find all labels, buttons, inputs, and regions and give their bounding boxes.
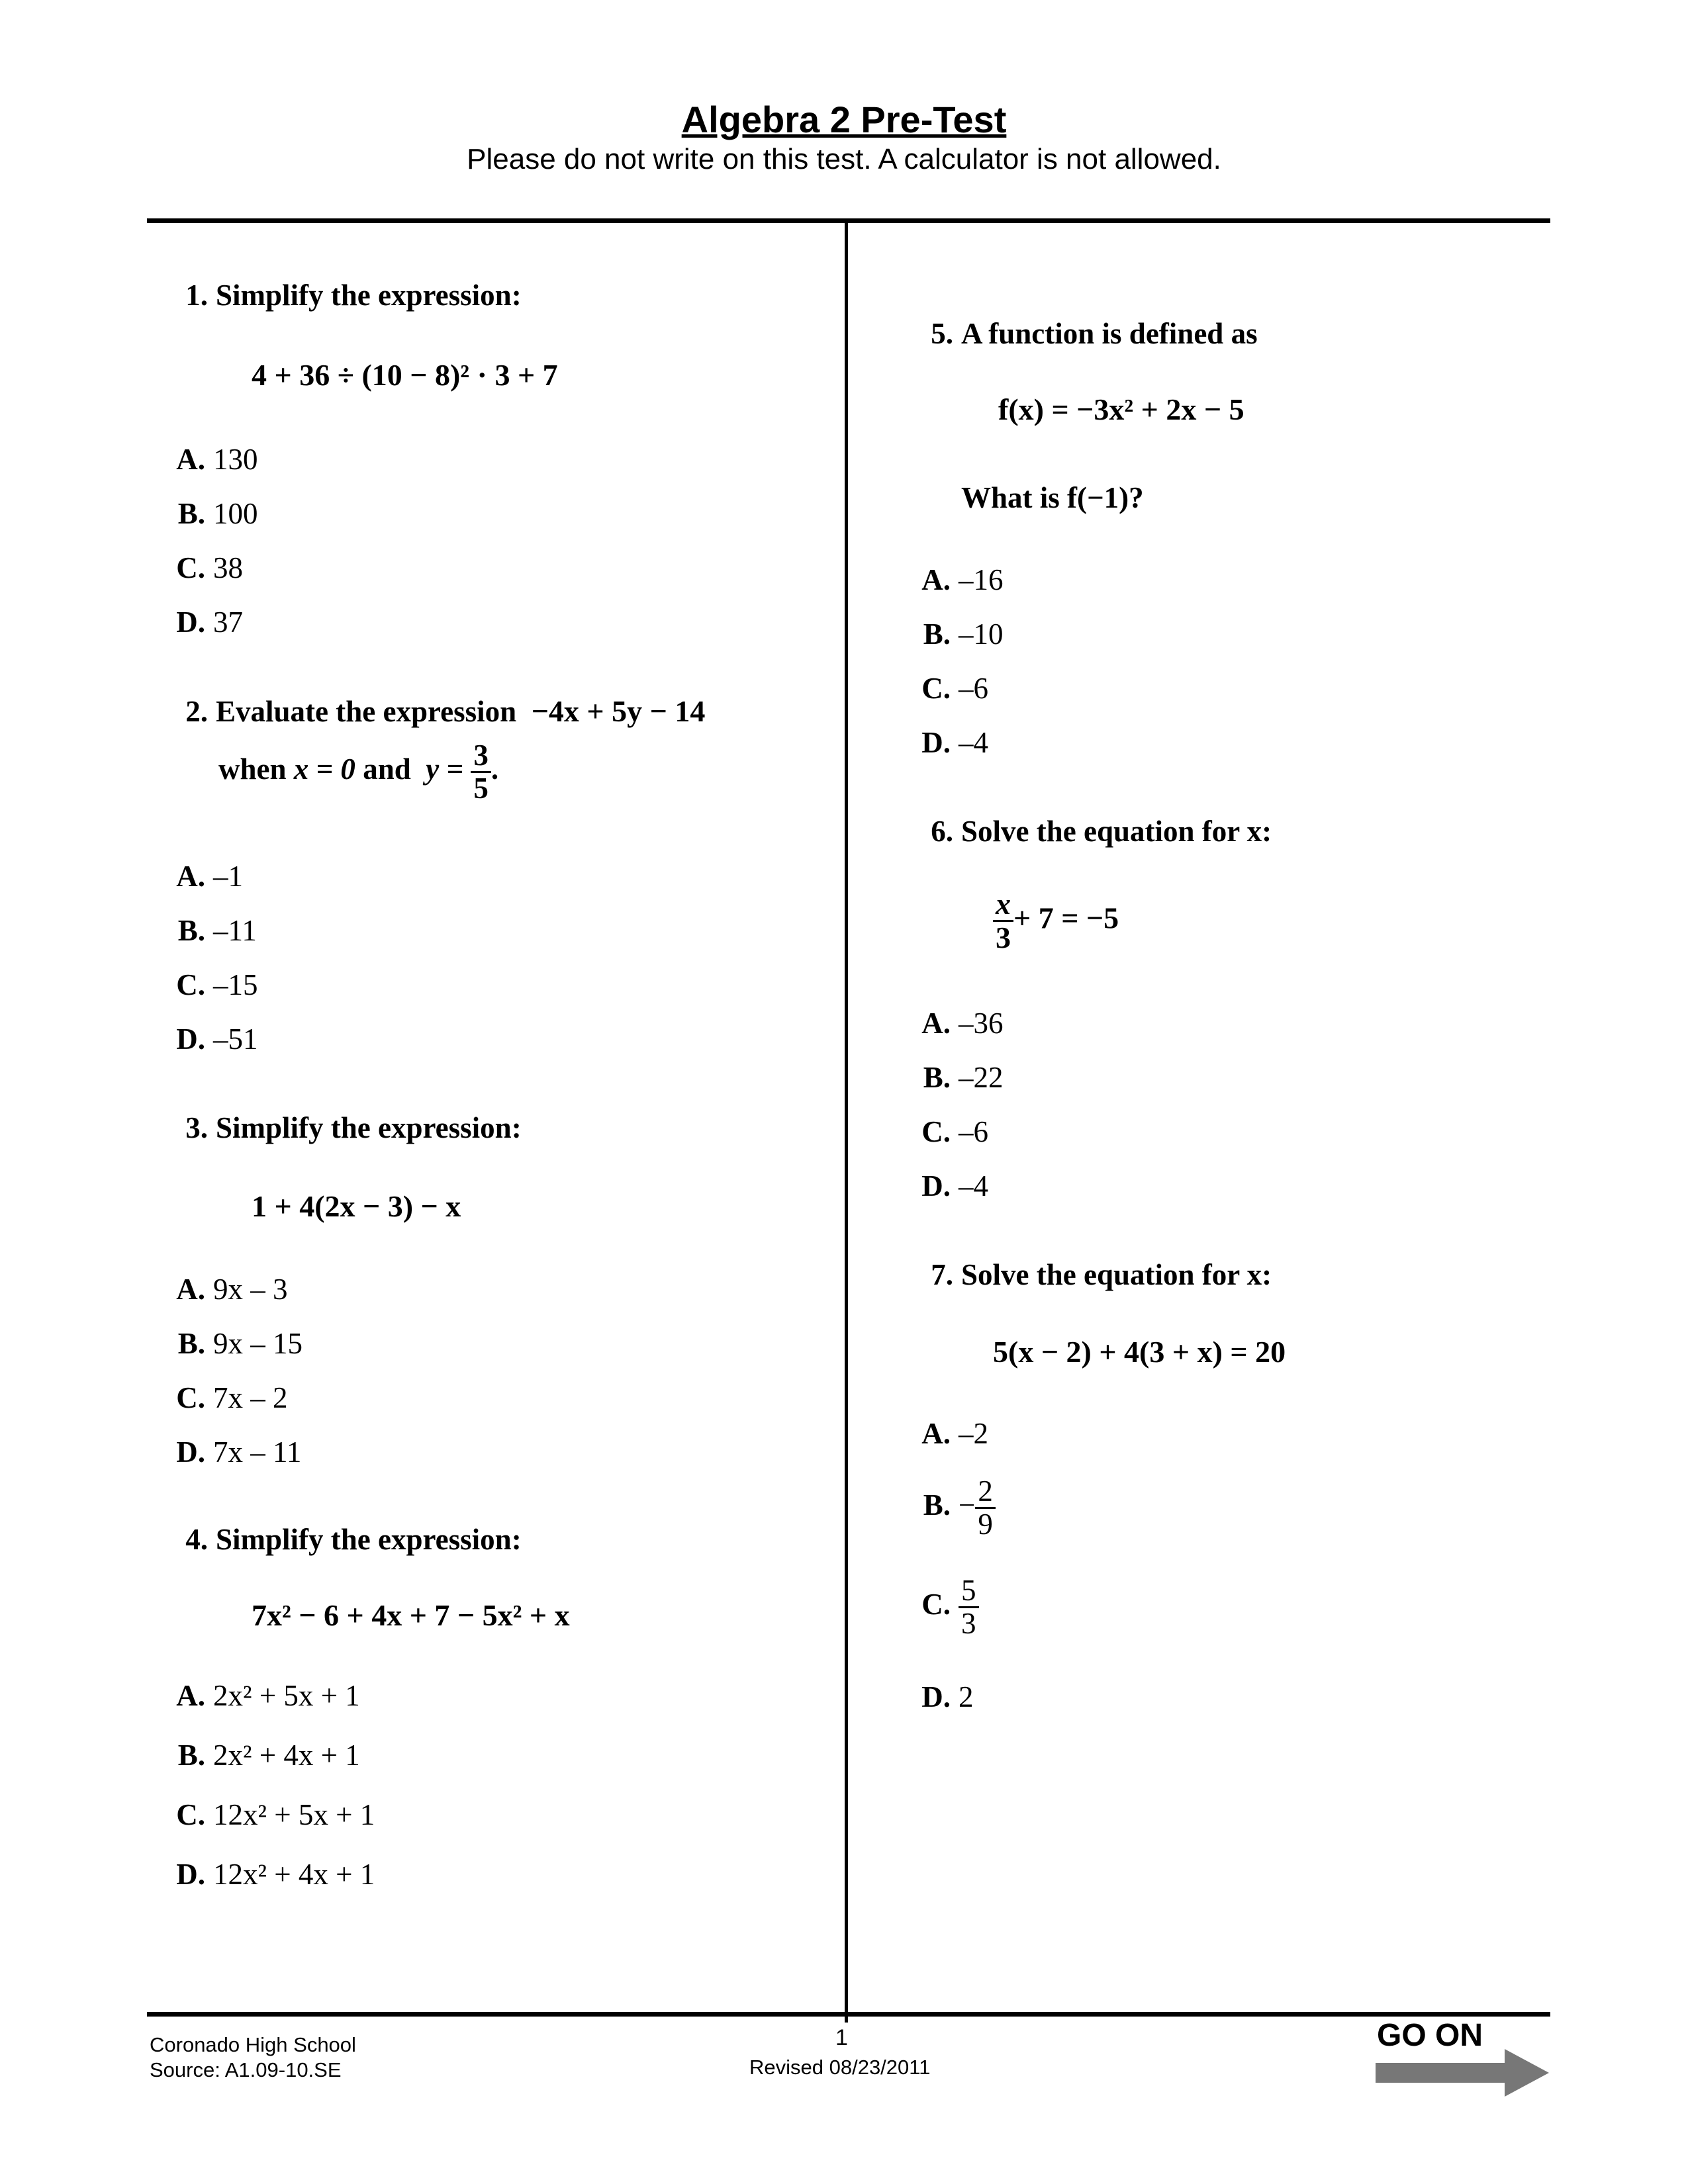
choice-text: –16	[959, 563, 1004, 596]
choice-text: 38	[213, 551, 243, 584]
choice-letter: A.	[176, 1273, 205, 1306]
choice-letter: D.	[921, 726, 951, 759]
choice-text: 9x – 15	[213, 1327, 303, 1360]
question-7-choice-c	[899, 1575, 979, 1640]
choice-text: 100	[213, 497, 258, 530]
question-2-condition: when x = 0 and y = $\frac{3}{5}$ .	[218, 739, 499, 805]
choice-letter: D.	[921, 1680, 951, 1713]
question-3-prompt	[160, 1111, 522, 1145]
question-1-choice-c	[154, 551, 243, 585]
question-6-choice-d	[899, 1169, 988, 1203]
question-4-choice-d	[154, 1857, 375, 1891]
question-6-prompt	[906, 814, 1272, 848]
question-6-choice-c	[899, 1115, 988, 1149]
question-1-choice-d	[154, 605, 243, 639]
question-7-expression: 5(x − 2) + 4(3 + x) = 20	[993, 1335, 1286, 1369]
choice-text: –36	[959, 1007, 1004, 1040]
question-5-prompt	[906, 316, 1258, 351]
choice-text: –4	[959, 726, 988, 759]
footer-school: Coronado High School	[150, 2033, 356, 2056]
choice-text: –10	[959, 617, 1004, 651]
choice-text: –1	[213, 860, 243, 893]
choice-letter: B.	[177, 497, 205, 530]
choice-letter: B.	[923, 617, 951, 651]
go-on-label: GO ON	[1377, 2018, 1483, 2053]
page-subtitle: Please do not write on this test. A calculator is not allowed.	[467, 143, 1221, 175]
question-5-choice-a	[899, 563, 1004, 597]
page-number: 1	[835, 2025, 848, 2050]
question-5-question: What is f(−1)?	[961, 481, 1144, 514]
choice-sign: −	[959, 1488, 976, 1522]
fraction	[471, 740, 491, 805]
question-1-prompt	[160, 278, 522, 312]
question-5-choice-d	[899, 725, 988, 760]
choice-text: 130	[213, 443, 258, 476]
condition-x: x = 0	[293, 752, 355, 786]
question-4-choice-c	[154, 1797, 375, 1832]
question-number: 1.	[185, 279, 208, 312]
question-5-expression: f(x) = −3x² + 2x − 5	[998, 392, 1244, 426]
choice-letter: A.	[921, 1417, 951, 1450]
choice-letter: A.	[176, 1679, 205, 1712]
expression-rest: + 7 = −5	[1013, 901, 1119, 935]
question-3-choice-a	[154, 1272, 288, 1306]
question-4-choice-b	[154, 1738, 360, 1772]
prompt-text: A function is defined as	[961, 317, 1258, 350]
numerator: 2	[975, 1476, 996, 1509]
footer-source: Source: A1.09-10.SE	[150, 2058, 342, 2081]
choice-letter: A.	[921, 1007, 951, 1040]
footer-revised: Revised 08/23/2011	[749, 2056, 931, 2079]
question-2-choice-a	[154, 859, 243, 893]
choice-letter: D.	[176, 1435, 205, 1469]
choice-text: 12x² + 5x + 1	[213, 1798, 375, 1831]
prompt-text: Evaluate the expression	[216, 695, 517, 728]
choice-letter: A.	[176, 860, 205, 893]
choice-text: –11	[213, 914, 257, 947]
choice-text: –6	[959, 1115, 988, 1148]
choice-text: –6	[959, 672, 988, 705]
choice-letter: C.	[176, 1798, 205, 1831]
condition-word: when	[218, 752, 287, 786]
choice-text: 12x² + 4x + 1	[213, 1858, 375, 1891]
choice-letter: C.	[921, 672, 951, 705]
choice-letter: A.	[921, 563, 951, 596]
condition-y: y =	[426, 752, 464, 786]
bottom-rule	[147, 2012, 1550, 2017]
choice-letter: D.	[176, 606, 205, 639]
choice-text: 2	[959, 1680, 974, 1713]
question-3-expression: 1 + 4(2x − 3) − x	[252, 1189, 461, 1223]
denominator: 9	[978, 1508, 993, 1541]
question-number: 7.	[931, 1258, 953, 1291]
choice-text: 7x – 2	[213, 1381, 288, 1414]
arrow-right-icon	[1376, 2046, 1554, 2099]
choice-letter: B.	[177, 1327, 205, 1360]
question-1-choice-b	[154, 496, 258, 531]
question-number: 2.	[185, 695, 208, 728]
prompt-text: Simplify the expression:	[216, 1111, 522, 1144]
fraction	[959, 1575, 979, 1640]
question-2-choice-b	[154, 913, 257, 948]
fraction	[993, 888, 1013, 954]
question-1-choice-a	[154, 442, 258, 477]
question-2-expression: −4x + 5y − 14	[531, 694, 706, 728]
question-6-choice-b	[899, 1060, 1004, 1095]
question-2-choice-d	[154, 1022, 258, 1056]
question-3-choice-c	[154, 1381, 288, 1415]
numerator: 3	[471, 740, 491, 773]
choice-letter: C.	[921, 1115, 951, 1148]
choice-letter: C.	[176, 1381, 205, 1414]
choice-text: 2x² + 5x + 1	[213, 1679, 360, 1712]
prompt-text: Solve the equation for x:	[961, 815, 1272, 848]
question-7-choice-d	[899, 1680, 974, 1714]
choice-letter: D.	[921, 1169, 951, 1203]
question-3-choice-d	[154, 1435, 301, 1469]
denominator: 5	[473, 772, 489, 805]
condition-and: and	[363, 752, 411, 786]
choice-text: –15	[213, 968, 258, 1001]
page-title: Algebra 2 Pre-Test	[681, 99, 1007, 140]
question-5-choice-c	[899, 671, 988, 705]
question-number: 4.	[185, 1523, 208, 1556]
choice-letter: D.	[176, 1023, 205, 1056]
choice-letter: B.	[923, 1061, 951, 1094]
choice-letter: B.	[177, 914, 205, 947]
choice-letter: C.	[176, 551, 205, 584]
question-number: 6.	[931, 815, 953, 848]
choice-text: –4	[959, 1169, 988, 1203]
question-6-expression	[993, 888, 1119, 954]
column-divider	[845, 222, 848, 2023]
question-1-expression: 4 + 36 ÷ (10 − 8)² · 3 + 7	[252, 358, 558, 392]
choice-letter: A.	[176, 443, 205, 476]
question-3-choice-b	[154, 1326, 303, 1361]
question-2-prompt	[160, 694, 705, 729]
choice-text: 37	[213, 606, 243, 639]
question-4-prompt	[160, 1522, 522, 1557]
question-6-choice-a	[899, 1006, 1004, 1040]
choice-letter: B.	[177, 1739, 205, 1772]
choice-letter: C.	[921, 1588, 951, 1621]
fraction	[975, 1476, 996, 1541]
choice-text: –51	[213, 1023, 258, 1056]
choice-text: –22	[959, 1061, 1004, 1094]
question-7-choice-a	[899, 1416, 988, 1451]
prompt-text: Simplify the expression:	[216, 1523, 522, 1556]
denominator: 3	[961, 1607, 976, 1641]
question-7-prompt	[906, 1257, 1272, 1292]
top-rule	[147, 218, 1550, 223]
question-number: 3.	[185, 1111, 208, 1144]
choice-letter: D.	[176, 1858, 205, 1891]
question-5-choice-b	[899, 617, 1004, 651]
prompt-text: Solve the equation for x:	[961, 1258, 1272, 1291]
numerator: 5	[959, 1575, 979, 1608]
choice-text: 2x² + 4x + 1	[213, 1739, 360, 1772]
prompt-text: Simplify the expression:	[216, 279, 522, 312]
numerator: x	[993, 888, 1013, 922]
choice-letter: C.	[176, 968, 205, 1001]
choice-text: –2	[959, 1417, 988, 1450]
denominator: 3	[996, 921, 1011, 955]
choice-letter: B.	[923, 1488, 951, 1522]
question-4-choice-a	[154, 1678, 360, 1713]
question-7-choice-b	[899, 1476, 996, 1541]
choice-text: 9x – 3	[213, 1273, 288, 1306]
question-2-choice-c	[154, 968, 258, 1002]
choice-text: 7x – 11	[213, 1435, 302, 1469]
question-number: 5.	[931, 317, 953, 350]
question-4-expression: 7x² − 6 + 4x + 7 − 5x² + x	[252, 1598, 570, 1632]
